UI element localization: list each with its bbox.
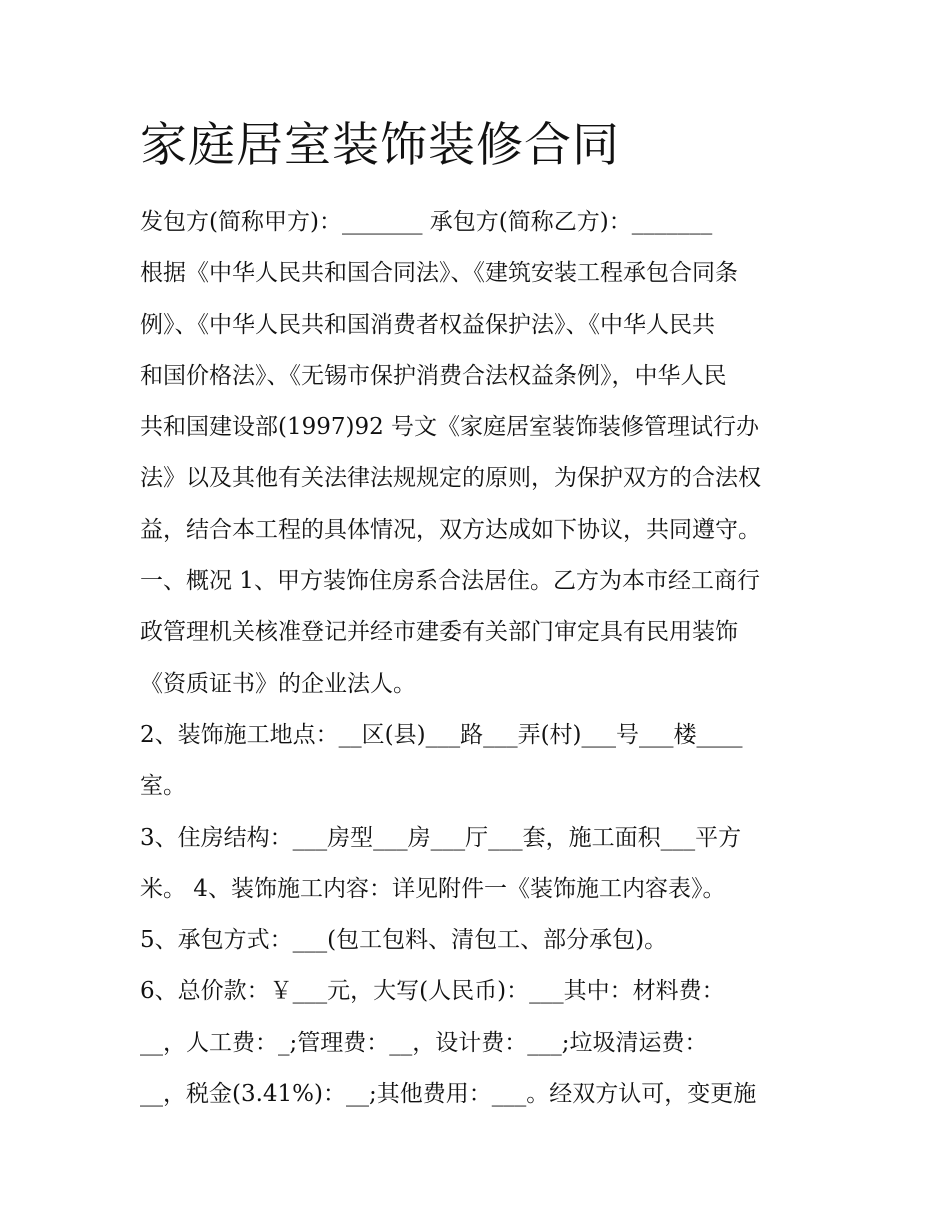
paragraph-line: __，税金(3.41%)：__;其他费用：___。经双方认可，变更施 xyxy=(140,1081,757,1108)
paragraph-line: 益，结合本工程的具体情况，双方达成如下协议，共同遵守。 xyxy=(140,516,761,543)
paragraph-line: 室。 xyxy=(140,773,186,800)
paragraph-line: __，人工费：_;管理费：__，设计费：___;垃圾清运费： xyxy=(140,1029,708,1056)
paragraph-line: 共和国建设部(1997)92 号文《家庭居室装饰装修管理试行办 xyxy=(140,414,760,441)
paragraph-line: 发包方(简称甲方)：_______ 承包方(简称乙方)：_______ xyxy=(140,209,713,235)
paragraph-line: 政管理机关核准登记并经市建委有关部门审定具有民用装饰 xyxy=(140,619,738,646)
paragraph-line: 3、住房结构：___房型___房___厅___套，施工面积___平方 xyxy=(140,824,742,851)
paragraph-line: 米。 4、装饰施工内容：详见附件一《装饰施工内容表》。 xyxy=(140,875,726,902)
paragraph-line: 法》以及其他有关法律法规规定的原则，为保护双方的合法权 xyxy=(140,465,761,492)
paragraph-line: 5、承包方式：___(包工包料、清包工、部分承包)。 xyxy=(140,927,668,954)
document-title: 家庭居室装饰装修合同 xyxy=(140,118,620,173)
paragraph-line: 和国价格法》、《无锡市保护消费合法权益条例》，中华人民 xyxy=(140,362,727,389)
paragraph-line: 《资质证书》的企业法人。 xyxy=(140,670,416,697)
paragraph-line: 例》、《中华人民共和国消费者权益保护法》、《中华人民共 xyxy=(140,311,715,338)
document-body xyxy=(140,197,820,1120)
paragraph-line: 6、总价款：￥___元，大写(人民币)：___其中：材料费： xyxy=(140,978,725,1005)
paragraph-line: 一、概况 1、甲方装饰住房系合法居住。乙方为本市经工商行 xyxy=(140,568,760,595)
paragraph-line: 2、装饰施工地点：__区(县)___路___弄(村)___号___楼____ xyxy=(140,721,743,748)
paragraph-line: 根据《中华人民共和国合同法》、《建筑安装工程承包合同条 xyxy=(140,260,738,287)
